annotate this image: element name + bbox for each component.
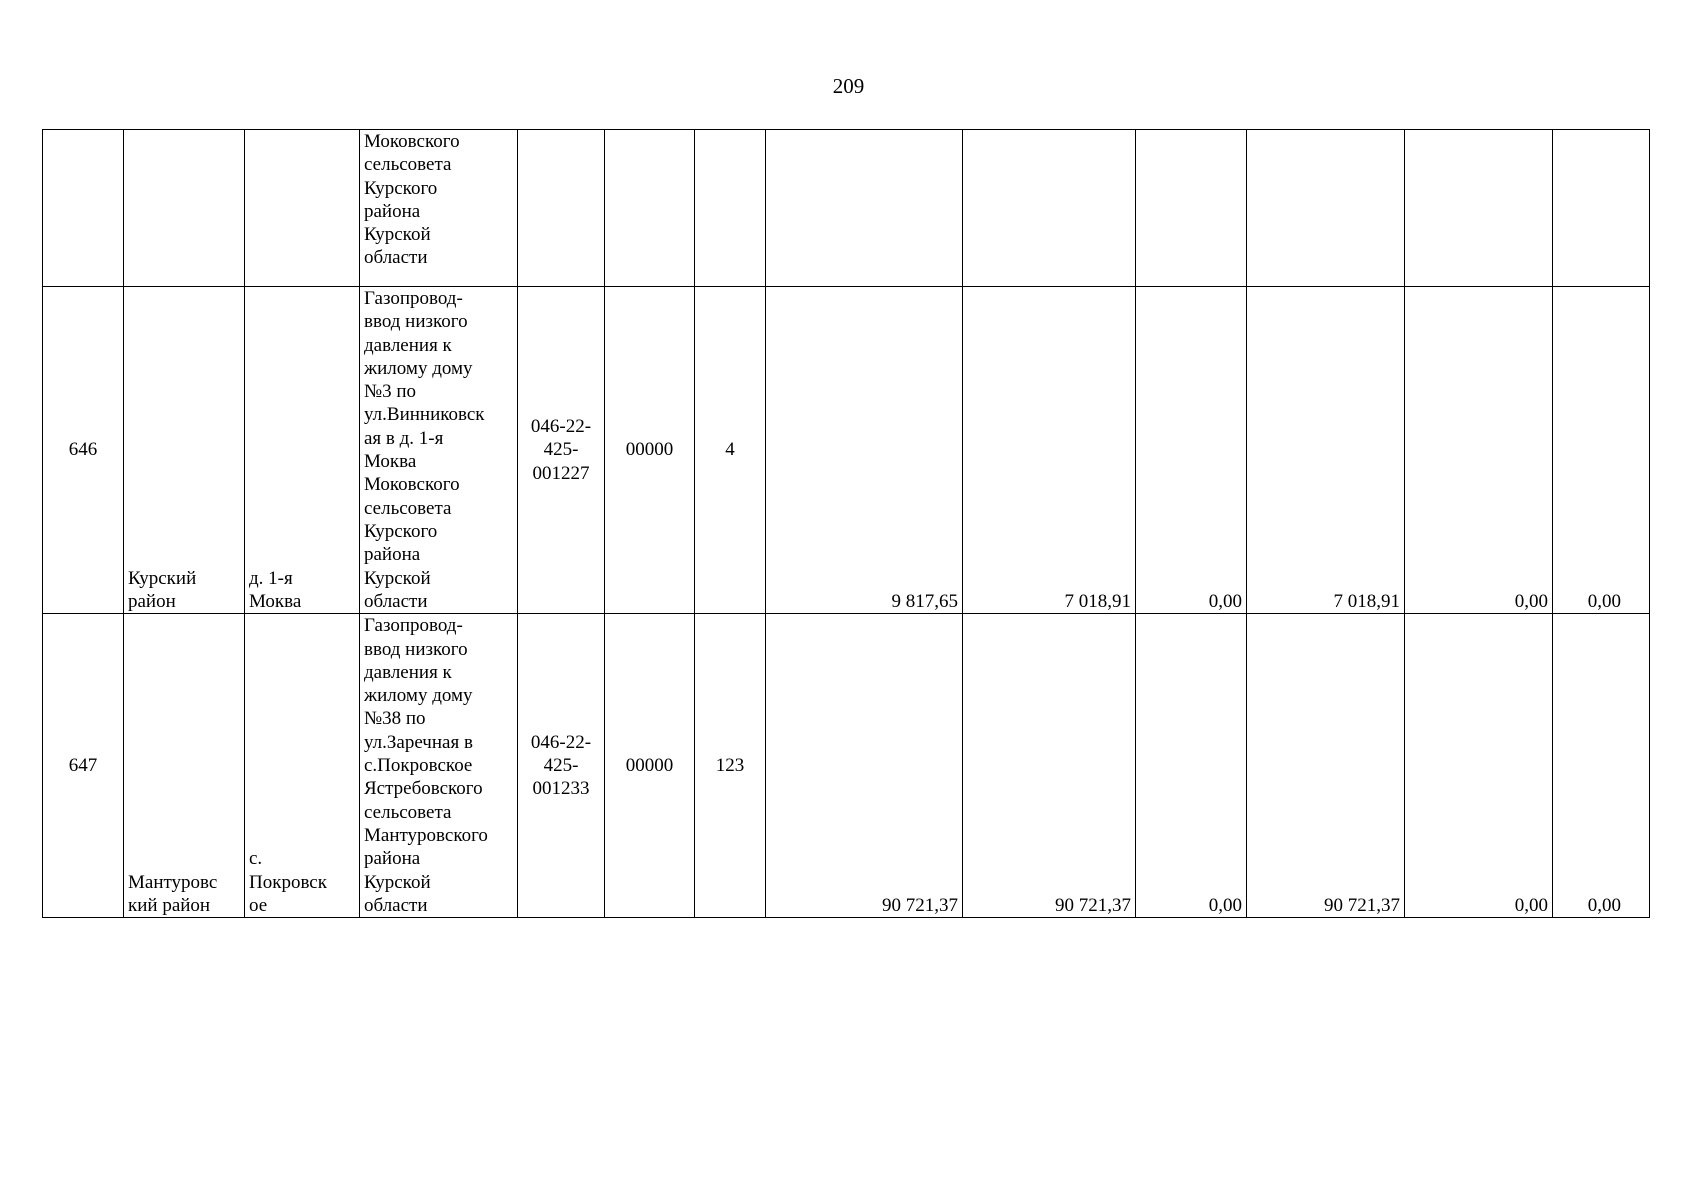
cell-settlement [245, 130, 360, 287]
cell-code: 046-22- 425- 001233 [518, 614, 605, 918]
cell-value-1: 9 817,65 [766, 287, 963, 614]
cell-number: 647 [43, 614, 124, 918]
cell-value-2: 90 721,37 [963, 614, 1136, 918]
cell-value-1 [766, 130, 963, 287]
cell-value-6: 0,00 [1553, 287, 1650, 614]
cell-quantity: 4 [695, 287, 766, 614]
cell-value-6 [1553, 130, 1650, 287]
cell-object: Моковского сельсовета Курского района Курской области [360, 130, 518, 287]
page-number: 209 [832, 74, 865, 98]
table-row [43, 130, 1650, 287]
cell-value-3: 0,00 [1136, 287, 1247, 614]
cell-value-5: 0,00 [1405, 614, 1553, 918]
cell-value-3: 0,00 [1136, 614, 1247, 918]
cell-number [43, 130, 124, 287]
table-row [43, 614, 1650, 918]
cell-value-5 [1405, 130, 1553, 287]
cell-district: Курский район [124, 287, 245, 614]
cell-value-4: 90 721,37 [1247, 614, 1405, 918]
data-table [42, 129, 1650, 918]
cell-number: 646 [43, 287, 124, 614]
cell-code [518, 130, 605, 287]
cell-settlement: с. Покровск ое [245, 614, 360, 918]
cell-district: Мантуровс кий район [124, 614, 245, 918]
cell-value-4 [1247, 130, 1405, 287]
cell-value-4: 7 018,91 [1247, 287, 1405, 614]
cell-kbk: 00000 [605, 287, 695, 614]
cell-value-2: 7 018,91 [963, 287, 1136, 614]
cell-kbk: 00000 [605, 614, 695, 918]
cell-value-1: 90 721,37 [766, 614, 963, 918]
cell-quantity [695, 130, 766, 287]
cell-settlement: д. 1-я Моква [245, 287, 360, 614]
cell-object: Газопровод- ввод низкого давления к жилому дому №38 по ул.Заречная в с.Покровское Ястребовского сельсовета Мантуровского района Курской области [360, 614, 518, 918]
cell-quantity: 123 [695, 614, 766, 918]
cell-value-3 [1136, 130, 1247, 287]
cell-value-5: 0,00 [1405, 287, 1553, 614]
cell-value-2 [963, 130, 1136, 287]
cell-object: Газопровод- ввод низкого давления к жилому дому №3 по ул.Винниковск ая в д. 1-я Моква Моковского сельсовета Курского района Курской области [360, 287, 518, 614]
cell-value-6: 0,00 [1553, 614, 1650, 918]
cell-code: 046-22- 425- 001227 [518, 287, 605, 614]
cell-district [124, 130, 245, 287]
cell-kbk [605, 130, 695, 287]
table-row [43, 287, 1650, 614]
